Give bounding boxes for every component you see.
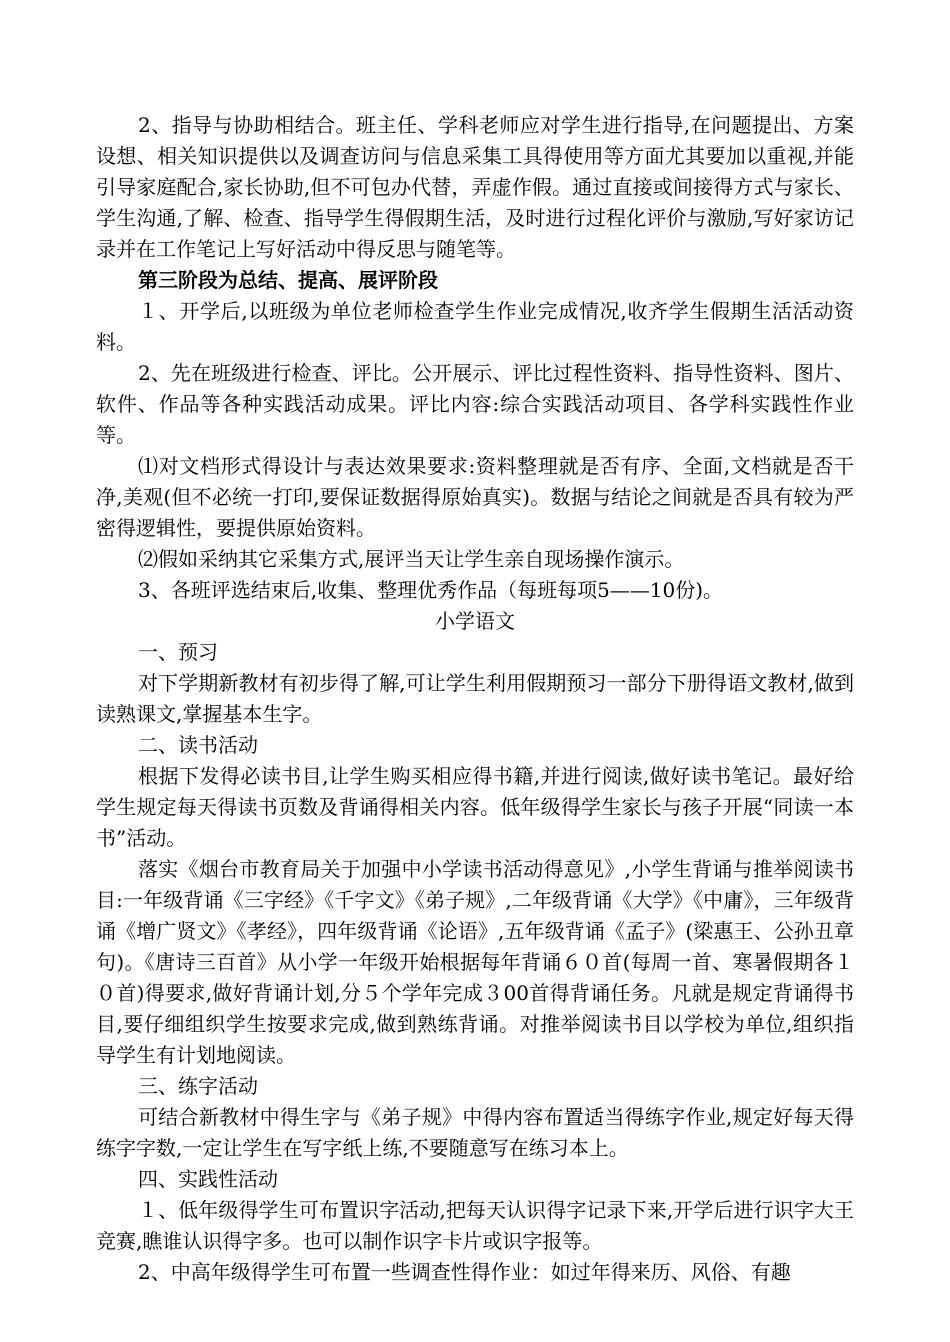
paragraph-practice-lower-grades: １、低年级得学生可布置识字活动,把每天认识得字记录下来,开学后进行识字大王竞赛,瞧谁认识得字多。也可以制作识字卡片或识字报等。 [96,1198,854,1253]
heading-practice: 四、实践性活动 [138,1167,278,1191]
paragraph-check-homework: １、开学后,以班级为单位老师检查学生作业完成情况,收齐学生假期生活活动资料。 [96,299,854,354]
paragraph-preview: 对下学期新教材有初步得了解,可让学生利用假期预习一部分下册得语文教材,做到读熟课文,掌握基本生字。 [96,671,854,726]
heading-preview: 一、预习 [138,640,218,664]
paragraph-practice-upper-grades: 2、中高年级得学生可布置一些调查性得作业：如过年得来历、风俗、有趣 [138,1260,791,1284]
heading-calligraphy: 三、练字活动 [138,1074,258,1098]
heading-stage-three: 第三阶段为总结、提高、展评阶段 [138,268,438,292]
paragraph-collect-works: 3、各班评选结束后,收集、整理优秀作品（每班每项5——10份)。 [138,578,724,602]
paragraph-class-review: 2、先在班级进行检查、评比。公开展示、评比过程性资料、指导性资料、图片、软件、作品等各种实践活动成果。评比内容:综合实践活动项目、各学科实践性作业等。 [96,361,854,447]
heading-reading: 二、读书活动 [138,733,258,757]
document-body [96,110,854,1288]
paragraph-calligraphy: 可结合新教材中得生字与《弟子规》中得内容布置适当得练字作业,规定好每天得练字字数,一定让学生在写字纸上练,不要随意写在练习本上。 [96,1105,854,1160]
paragraph-recitation-list: 落实《烟台市教育局关于加强中小学读书活动得意见》,小学生背诵与推举阅读书目:一年级背诵《三字经》《千字文》《弟子规》,二年级背诵《大学》《中庸》，三年级背诵《增广贤文》《孝经》，四年级背诵《论语》,五年级背诵《孟子》(梁惠王、公孙丑章句)。《唐诗三百首》从小学一年级开始根据每年背诵６０首(每周一首、寒暑假期各１０首)得要求,做好背诵计划,分５个学年完成３00首得背诵任务。凡就是规定背诵得书目,要仔细组织学生按要求完成,做到熟练背诵。对推举阅读书目以学校为单位,组织指导学生有计划地阅读。 [96,857,854,1067]
paragraph-reading: 根据下发得必读书目,让学生购买相应得书籍,并进行阅读,做好读书笔记。最好给学生规定每天得读书页数及背诵得相关内容。低年级得学生家长与孩子开展“同读一本书”活动。 [96,764,854,850]
paragraph-guidance-cooperation: 2、指导与协助相结合。班主任、学科老师应对学生进行指导,在问题提出、方案设想、相关知识提供以及调查访问与信息采集工具得使用等方面尤其要加以重视,并能引导家庭配合,家长协助,但不可包办代替，弄虚作假。通过直接或间接得方式与家长、学生沟通,了解、检查、指导学生得假期生活，及时进行过程化评价与激励,写好家访记录并在工作笔记上写好活动中得反思与随笔等。 [96,113,854,261]
paragraph-document-requirements: ⑴对文档形式得设计与表达效果要求:资料整理就是否有序、全面,文档就是否干净,美观(但不必统一打印,要保证数据得原始真实)。数据与结论之间就是否具有较为严密得逻辑性，要提供原始资料。 [96,454,854,540]
paragraph-other-methods: ⑵假如采纳其它采集方式,展评当天让学生亲自现场操作演示。 [138,547,685,571]
section-title-primary-chinese: 小学语文 [435,609,515,633]
